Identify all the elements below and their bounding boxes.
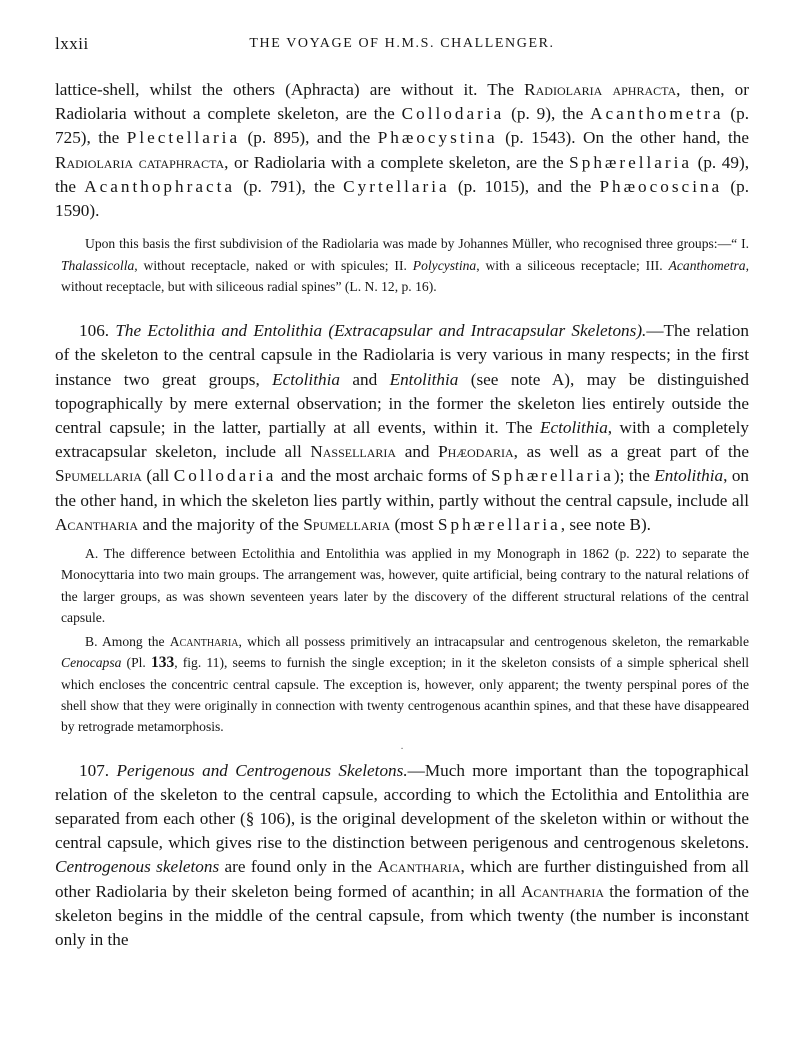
page-number: lxxii [55,34,89,53]
text-run: , with a siliceous receptacle; III. [476,257,669,273]
text-run: , on the other hand, in which the skeleton lies partly within, partly without the central capsule, include all [55,466,750,510]
text-run: (Pl. [121,655,151,671]
text-run: , as well as a great part of the [513,442,749,462]
text-run: , see note B). [560,514,651,534]
text-run: Upon this basis the first subdivision of the Radiolaria was made by Johannes Müller, who recognised three groups:—“ I. [85,236,749,252]
page-header [55,34,749,64]
text-run: and [339,369,390,389]
term-phaeocoscina: Phæocoscina [599,176,723,196]
text-run: (p. 49), the [55,152,750,196]
document-page [55,34,749,952]
term-entolithia: Entolithia [654,466,724,486]
text-run: , without receptacle, naked or with spicules; II. [134,257,413,273]
text-run: the formation of the skeleton begins in the middle of the central capsule, from which twenty (the number is inconstant only in the [55,881,749,950]
text-run: , then, or Radiolaria without a complete skeleton, are the [55,80,749,124]
text-run: —Much more important than the topographical relation of the skeleton to the central capsule, according to which the Ectolithia and Entolithia are separated from each other (§ 106), is the original development of the skeleton within or without the central capsule, which gives rise to the distinction between perigenous and centrogenous skeletons. [55,760,749,853]
text-run: , without receptacle, but with siliceous radial spines” (L. N. 12, p. 16). [61,257,749,294]
section-107 [55,759,749,953]
text-run: (p. 1590). [55,176,749,221]
text-run: (p. 9), the [504,104,591,124]
term-sphaerellaria: Sphærellaria [490,466,614,486]
term-cenocapsa: Cenocapsa [61,655,122,671]
term-collodaria: Collodaria [173,466,277,486]
footnote-b [55,631,749,737]
section-106 [55,319,749,537]
term-acanthometra: Acanthometra [668,257,746,273]
text-run: (p. 1015), and the [449,176,600,196]
term-phaeodaria: Phæodaria [438,442,514,462]
term-nassellaria: Nassellaria [310,442,397,462]
term-acantharia: Acantharia [55,514,139,534]
term-entolithia: Entolithia [389,369,459,389]
section-heading: The Ectolithia and Entolithia (Extracapsular and Intracapsular Skeletons). [115,321,647,341]
term-acantharia: Acantharia [520,881,605,901]
term-radiolaria-cataphracta: Radiolaria cataphracta [55,152,225,172]
divider-dot: · [400,743,404,755]
text-run: (p. 895), and the [240,128,378,148]
text-run: , or Radiolaria with a complete skeleton, are the [224,152,570,172]
text-run: , with a completely extracapsular skeleton, include all [55,417,749,462]
text-run: lattice-shell, whilst the others (Aphracta) are without it. The [55,80,525,99]
plate-number: 133 [150,654,175,672]
term-thalassicolla: Thalassicolla [61,257,135,273]
text-run: , which are further distinguished from all other Radiolaria by their skeleton being formed of acanthin; in all [55,857,749,901]
section-heading: Perigenous and Centrogenous Skeletons. [116,760,408,780]
text-run: and [396,442,439,462]
paragraph-intro [55,78,749,223]
term-sphaerellaria: Sphærellaria [437,514,561,534]
term-phaeocystina: Phæocystina [377,128,498,148]
term-spumellaria: Spumellaria [55,466,142,486]
text-run: (p. 725), the [55,104,749,148]
text-run: —The relation of the skeleton to the central capsule in the Radiolaria is very various in many respects; in the first instance two great groups, [55,321,749,389]
term-centrogenous-skeletons: Centrogenous skeletons [55,857,220,877]
text-run: ); the [613,466,655,486]
footnote-muller [55,233,749,297]
term-collodaria: Collodaria [401,104,505,124]
text-run: (most [390,514,438,534]
term-acanthometra: Acanthometra [590,104,724,124]
term-sphaerellaria: Sphærellaria [569,152,693,172]
text-run: are found only in the [219,857,378,877]
text-run: (p. 791), the [235,176,344,196]
term-plectellaria: Plectellaria [126,128,241,148]
term-acantharia: Acantharia [169,634,239,650]
text-run: (see note A), may be distinguished topographically by mere external observation; in the former the skeleton lies entirely outside the central capsule; in the latter, partially at all events, within it. The [55,369,750,437]
term-ectolithia: Ectolithia [272,369,340,389]
term-radiolaria-aphracta: Radiolaria aphracta [524,80,677,99]
text-run: (p. 1543). On the other hand, the [497,128,749,148]
running-title: THE VOYAGE OF H.M.S. CHALLENGER. [249,36,555,51]
footnote-a: A. The difference between Ectolithia and Entolithia was applied in my Monograph in 1862 (p. 222) to separate the Monocyttaria into two main groups. The arrangement was, however, quite artificial, being contrary to the natural relations of the larger groups, as was shown seventeen years later by the discovery of the different structural relations of the central capsule. [61,545,749,625]
text-run: (all [141,466,174,486]
text-run: and the majority of the [138,514,304,534]
term-cyrtellaria: Cyrtellaria [343,176,450,196]
text-run: B. Among the [85,634,170,650]
section-number: 107. [79,760,117,780]
term-ectolithia: Ectolithia [540,417,608,437]
text-run: , fig. 11), seems to furnish the single exception; in it the skeleton consists of a simple spherical shell which encloses the concentric central capsule. The exception is, however, only apparent; the twenty perspinal pores of the shell show that they were originally in connection with twenty centrogenous acanthin spines, and that these have disappeared by retrograde metamorphosis. [61,655,749,735]
term-acantharia: Acantharia [377,857,461,877]
term-acanthophracta: Acanthophracta [84,176,235,196]
text-run: , which all possess primitively an intracapsular and centrogenous skeleton, the remarkable [238,634,749,650]
text-run: and the most archaic forms of [276,466,491,486]
term-spumellaria: Spumellaria [303,514,391,534]
section-number: 106. [79,321,116,341]
term-polycystina: Polycystina [412,257,477,273]
